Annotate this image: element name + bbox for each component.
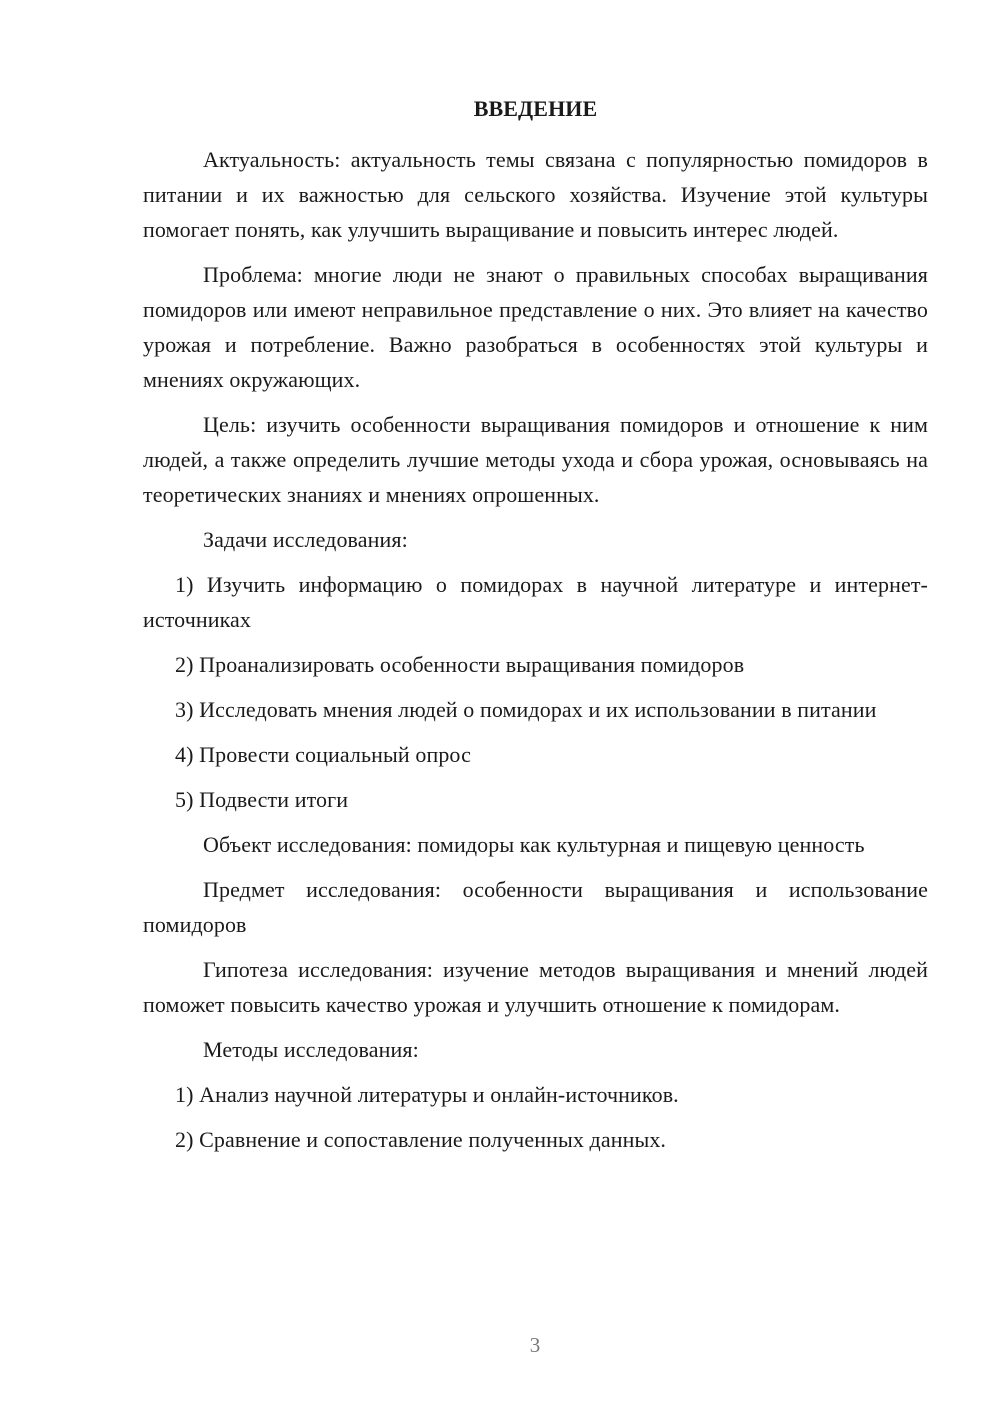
paragraph-methods-heading: Методы исследования:: [203, 1037, 419, 1062]
task-item: 3) Исследовать мнения людей о помидорах и их использовании в питании: [175, 697, 877, 722]
paragraph-relevance: Актуальность: актуальность темы связана с популярностью помидоров в питании и их важностью для сельского хозяйства. Изучение этой культуры помогает понять, как улучшить выращивание и повысить интерес людей.: [143, 147, 928, 242]
page-number: 3: [529, 1333, 541, 1357]
paragraph-object: Объект исследования: помидоры как культурная и пищевую ценность: [203, 832, 865, 857]
task-item: 1) Изучить информацию о помидорах в научной литературе и интернет-источниках: [143, 572, 928, 632]
method-item: 2) Сравнение и сопоставление полученных данных.: [175, 1127, 667, 1152]
task-item: 2) Проанализировать особенности выращивания помидоров: [175, 652, 745, 677]
section-title: ВВЕДЕНИЕ: [473, 96, 598, 121]
document-page: [143, 94, 928, 1167]
paragraph-goal: Цель: изучить особенности выращивания помидоров и отношение к ним людей, а также определить лучшие методы ухода и сбора урожая, основываясь на теоретических знаниях и мнениях опрошенных.: [143, 412, 928, 507]
task-item: 4) Провести социальный опрос: [175, 742, 471, 767]
paragraph-hypothesis: Гипотеза исследования: изучение методов выращивания и мнений людей поможет повысить качество урожая и улучшить отношение к помидорам.: [143, 957, 928, 1017]
paragraph-tasks-heading: Задачи исследования:: [203, 527, 408, 552]
method-item: 1) Анализ научной литературы и онлайн-источников.: [175, 1082, 679, 1107]
task-item: 5) Подвести итоги: [175, 787, 349, 812]
paragraph-subject: Предмет исследования: особенности выращивания и использование помидоров: [143, 877, 928, 937]
paragraph-problem: Проблема: многие люди не знают о правильных способах выращивания помидоров или имеют неправильное представление о них. Это влияет на качество урожая и потребление. Важно разобраться в особенностях этой культуры и мнениях окружающих.: [143, 262, 928, 392]
